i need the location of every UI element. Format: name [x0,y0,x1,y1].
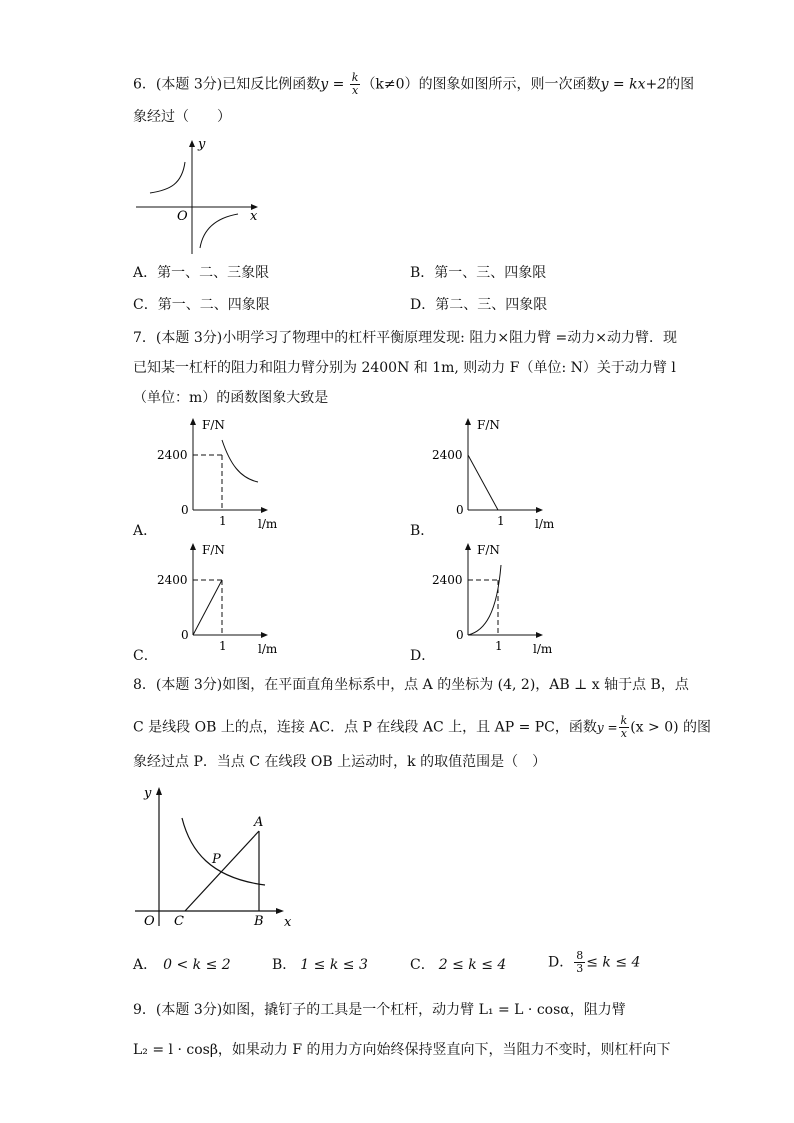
q7d-y-label: F/N [477,543,500,557]
q8-line-2b: (x > 0) 的图 [630,719,712,736]
q7c-y-value: 2400 [157,573,188,587]
q6-frac-den: x [351,84,359,97]
q7a-x-value: 1 [219,514,227,528]
q7a-x-arrow-icon [261,507,268,513]
q7c-x-value: 1 [219,639,227,653]
q8-frac-num: k [620,714,628,727]
q7-graph-d [425,537,565,657]
q7-line-1: 7．(本题 3分)小明学习了物理中的杠杆平衡原理发现: 阻力×阻力臂 =动力×动力臂．现 [133,330,677,346]
q6-line-2: 象经过（ ） [133,109,231,125]
q6-y-label: y [198,137,206,152]
q7-option-a-letter[interactable]: A． [133,523,158,539]
q7c-origin: 0 [181,628,189,642]
q8-line-3: 象经过点 P．当点 C 在线段 OB 上运动时，k 的取值范围是（ ） [133,754,547,770]
q7a-y-value: 2400 [157,448,188,462]
q9-line-2: L₂ = l · cosβ，如果动力 F 的用力方向始终保持竖直向下，当阻力不变时，则杠杆向下 [133,1042,671,1058]
q8-x-label: x [284,915,292,930]
q7d-origin: 0 [456,628,464,642]
q8-label-c: C [174,914,184,929]
q6-option-a-text: 第一、二、三象限 [157,265,270,281]
q6-frac-num: k [351,71,359,84]
q6-option-b-letter: B． [410,265,435,281]
q8-label-a: A [254,815,264,830]
q6-option-d-text: 第二、三、四象限 [435,297,548,313]
q6-option-a[interactable] [133,263,269,283]
q6-func-y: y [320,76,329,93]
q7c-x-arrow-icon [261,632,268,638]
q6-graph [130,132,280,257]
q7-line-2: 已知某一杠杆的阻力和阻力臂分别为 2400N 和 1m, 则动力 F（单位: N）关于动力臂 l [133,360,676,376]
q6-condition: （k≠0） [361,76,419,93]
q6-x-label: x [250,209,258,224]
q7b-y-value: 2400 [432,448,463,462]
q8-func-y: y = [596,720,618,735]
q7d-y-arrow-icon [465,543,471,550]
q7d-curve [468,565,501,635]
q6-option-d-letter: D． [410,297,436,313]
q7-option-d-letter[interactable]: D． [410,648,436,664]
q6-score: (本题 3分) [155,76,223,93]
q7a-y-arrow-icon [190,418,196,425]
q8-line-2a: C 是线段 OB 上的点，连接 AC．点 P 在线段 AC 上，且 AP = PC，函数 [133,719,597,736]
q6-option-c-letter: C． [133,297,158,313]
q7b-x-value: 1 [497,514,505,528]
q7b-y-label: F/N [477,418,500,432]
q7b-origin: 0 [456,503,464,517]
q8-line-1: 8．(本题 3分)如图，在平面直角坐标系中，点 A 的坐标为 (4, 2)，AB ⊥ x 轴于点 B，点 [133,677,689,693]
q7b-x-arrow-icon [536,507,543,513]
q8-graph [130,780,305,930]
q8-label-p: P [212,852,221,867]
q6-line-1 [133,72,694,97]
q6-text-c: 的图 [666,76,695,93]
q7b-y-arrow-icon [465,418,471,425]
q8-option-a[interactable] [133,955,231,975]
q7c-line [193,580,222,635]
q6-option-c-text: 第一、二、四象限 [157,297,270,313]
q6-number: 6． [133,76,156,93]
q7-graph-a [150,412,290,532]
q8-option-b-text: 1 ≤ k ≤ 3 [300,957,368,973]
q7-line-3: （单位：m）的函数图象大致是 [133,390,329,406]
q6-curve-q2 [150,162,185,193]
q8-option-d[interactable] [548,950,640,975]
q8-option-b[interactable] [272,955,368,975]
q8-option-d-num: 8 [576,949,584,962]
q6-option-a-letter: A． [133,265,158,281]
q7d-y-value: 2400 [432,573,463,587]
q8-curve [182,818,265,885]
q8-option-a-letter: A． [133,957,158,973]
q8-frac-den: x [620,727,627,740]
q7a-curve [222,440,258,482]
q8-option-c-letter: C． [410,957,435,973]
q8-option-c[interactable] [410,955,506,975]
q6-linear: y = kx+2 [600,76,667,93]
q9-line-1: 9．(本题 3分)如图，撬钉子的工具是一个杠杆，动力臂 L₁ = L · cosα，阻力臂 [133,1002,626,1018]
q8-option-d-fraction [574,950,585,975]
q8-fraction [619,715,630,740]
q6-eq: = [328,76,349,93]
q7-option-b-letter[interactable]: B． [410,523,435,539]
q7a-y-label: F/N [202,418,225,432]
q8-x-arrow-icon [276,908,284,914]
q7b-x-label: l/m [535,517,555,531]
q8-label-b: B [254,914,264,929]
q8-option-d-text: ≤ k ≤ 4 [586,954,641,971]
q8-option-c-text: 2 ≤ k ≤ 4 [438,957,507,973]
q7b-line [468,455,498,510]
q6-origin: O [177,209,188,224]
q7a-origin: 0 [181,503,189,517]
q6-text-a: 已知反比例函数 [222,76,321,93]
q7d-x-label: l/m [533,642,553,656]
q7-option-c-letter[interactable]: C． [133,648,158,664]
q8-option-d-den: 3 [576,962,584,975]
q8-label-o: O [144,914,155,929]
q6-fraction [350,72,361,97]
q8-option-a-text: 0 < k ≤ 2 [163,957,231,973]
q8-option-b-letter: B． [272,957,297,973]
q6-curve-q4 [200,214,238,248]
q6-option-c[interactable] [133,295,270,315]
q7d-x-value: 1 [495,639,503,653]
q6-y-arrow-icon [189,140,195,147]
q7-graph-c [150,537,290,657]
q7d-x-arrow-icon [536,632,543,638]
q8-line-2 [133,715,711,740]
q8-segment-ca [185,831,259,911]
q6-option-b[interactable] [410,263,546,283]
q7c-y-arrow-icon [190,543,196,550]
q6-text-b: 的图象如图所示，则一次函数 [418,76,601,93]
q8-option-d-letter: D． [548,954,574,971]
q7-graph-b [425,412,565,532]
q6-option-d[interactable] [410,295,547,315]
q7c-y-label: F/N [202,543,225,557]
q7c-x-label: l/m [258,642,278,656]
q8-y-label: y [144,786,152,801]
q8-y-arrow-icon [156,787,162,795]
q7a-x-label: l/m [258,517,278,531]
q6-option-b-text: 第一、三、四象限 [434,265,547,281]
